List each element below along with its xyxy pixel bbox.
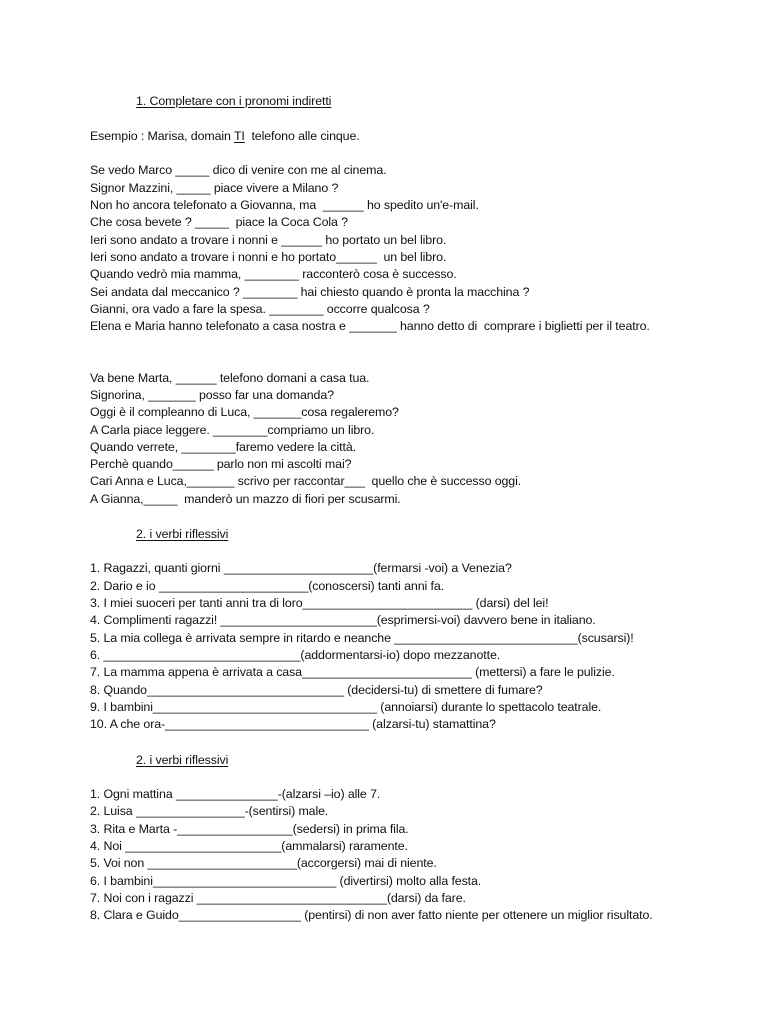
example-answer: TI bbox=[233, 129, 245, 143]
exercise3-line: 5. Voi non ______________________(accorgersi) mai di niente. bbox=[90, 856, 437, 870]
exercise1-line: Ieri sono andato a trovare i nonni e ______ ho portato un bel libro. bbox=[90, 233, 447, 247]
section3-heading: 2. i verbi riflessivi bbox=[136, 753, 229, 767]
exercise2-line: 2. Dario e io ______________________(conoscersi) tanti anni fa. bbox=[90, 579, 444, 593]
exercise3-line: 2. Luisa ________________-(sentirsi) male. bbox=[90, 804, 329, 818]
example-suffix: telefono alle cinque. bbox=[244, 129, 360, 143]
exercise3-line: 7. Noi con i ragazzi ____________________________(darsi) da fare. bbox=[90, 891, 466, 905]
exercise1-line: Elena e Maria hanno telefonato a casa nostra e _______ hanno detto di comprare i biglietti per il teatro. bbox=[90, 319, 650, 333]
exercise1-line: Gianni, ora vado a fare la spesa. ________ occorre qualcosa ? bbox=[90, 302, 430, 316]
exercise1-line: Signorina, _______ posso far una domanda? bbox=[90, 388, 334, 402]
section2-heading: 2. i verbi riflessivi bbox=[136, 527, 229, 541]
exercise3-line: 6. I bambini___________________________ (divertirsi) molto alla festa. bbox=[90, 874, 482, 888]
exercise1-line: Cari Anna e Luca,_______ scrivo per raccontar___ quello che è successo oggi. bbox=[90, 474, 522, 488]
example-sentence bbox=[90, 128, 360, 144]
exercise3-line: 8. Clara e Guido__________________ (pentirsi) di non aver fatto niente per ottenere un miglior risultato. bbox=[90, 908, 653, 922]
exercise1-line: Perchè quando______ parlo non mi ascolti mai? bbox=[90, 457, 352, 471]
exercise1-line: A Gianna,_____ manderò un mazzo di fiori per scusarmi. bbox=[90, 492, 401, 506]
exercise1-line: Signor Mazzini, _____ piace vivere a Milano ? bbox=[90, 181, 339, 195]
exercise1-line: Quando verrete, ________faremo vedere la città. bbox=[90, 440, 357, 454]
exercise2-line: 7. La mamma appena è arrivata a casa_________________________ (mettersi) a fare le pulizie. bbox=[90, 665, 615, 679]
exercise1-line: Sei andata dal meccanico ? ________ hai chiesto quando è pronta la macchina ? bbox=[90, 285, 530, 299]
exercise2-line: 4. Complimenti ragazzi! _______________________(esprimersi-voi) davvero bene in italiano. bbox=[90, 613, 596, 627]
exercise3-line: 3. Rita e Marta -_________________(sedersi) in prima fila. bbox=[90, 822, 409, 836]
exercise2-line: 8. Quando_____________________________ (decidersi-tu) di smettere di fumare? bbox=[90, 683, 543, 697]
exercise1-line: Che cosa bevete ? _____ piace la Coca Cola ? bbox=[90, 215, 348, 229]
exercise2-line: 10. A che ora-______________________________ (alzarsi-tu) stamattina? bbox=[90, 717, 496, 731]
exercise1-line: A Carla piace leggere. ________compriamo un libro. bbox=[90, 423, 375, 437]
exercise3-line: 4. Noi _______________________(ammalarsi) raramente. bbox=[90, 839, 408, 853]
exercise2-line: 3. I miei suoceri per tanti anni tra di loro_________________________ (darsi) del lei! bbox=[90, 596, 549, 610]
exercise1-line: Ieri sono andato a trovare i nonni e ho portato______ un bel libro. bbox=[90, 250, 447, 264]
exercise1-line: Non ho ancora telefonato a Giovanna, ma ______ ho spedito un'e-mail. bbox=[90, 198, 479, 212]
exercise1-line: Se vedo Marco _____ dico di venire con me al cinema. bbox=[90, 163, 387, 177]
example-prefix: Esempio : Marisa, domain bbox=[90, 129, 234, 143]
exercise3-line: 1. Ogni mattina _______________-(alzarsi –io) alle 7. bbox=[90, 787, 381, 801]
exercise1-line: Va bene Marta, ______ telefono domani a casa tua. bbox=[90, 371, 370, 385]
exercise2-line: 9. I bambini_________________________________ (annoiarsi) durante lo spettacolo teatrale. bbox=[90, 700, 602, 714]
exercise1-line: Oggi è il compleanno di Luca, _______cosa regaleremo? bbox=[90, 405, 399, 419]
exercise2-line: 1. Ragazzi, quanti giorni ______________________(fermarsi -voi) a Venezia? bbox=[90, 561, 512, 575]
exercise2-line: 5. La mia collega è arrivata sempre in ritardo e neanche ___________________________(scusarsi)! bbox=[90, 631, 634, 645]
exercise2-line: 6. _____________________________(addormentarsi-io) dopo mezzanotte. bbox=[90, 648, 501, 662]
section1-heading: 1. Completare con i pronomi indiretti bbox=[136, 94, 332, 108]
exercise1-line: Quando vedrò mia mamma, ________ racconterò cosa è successo. bbox=[90, 267, 457, 281]
